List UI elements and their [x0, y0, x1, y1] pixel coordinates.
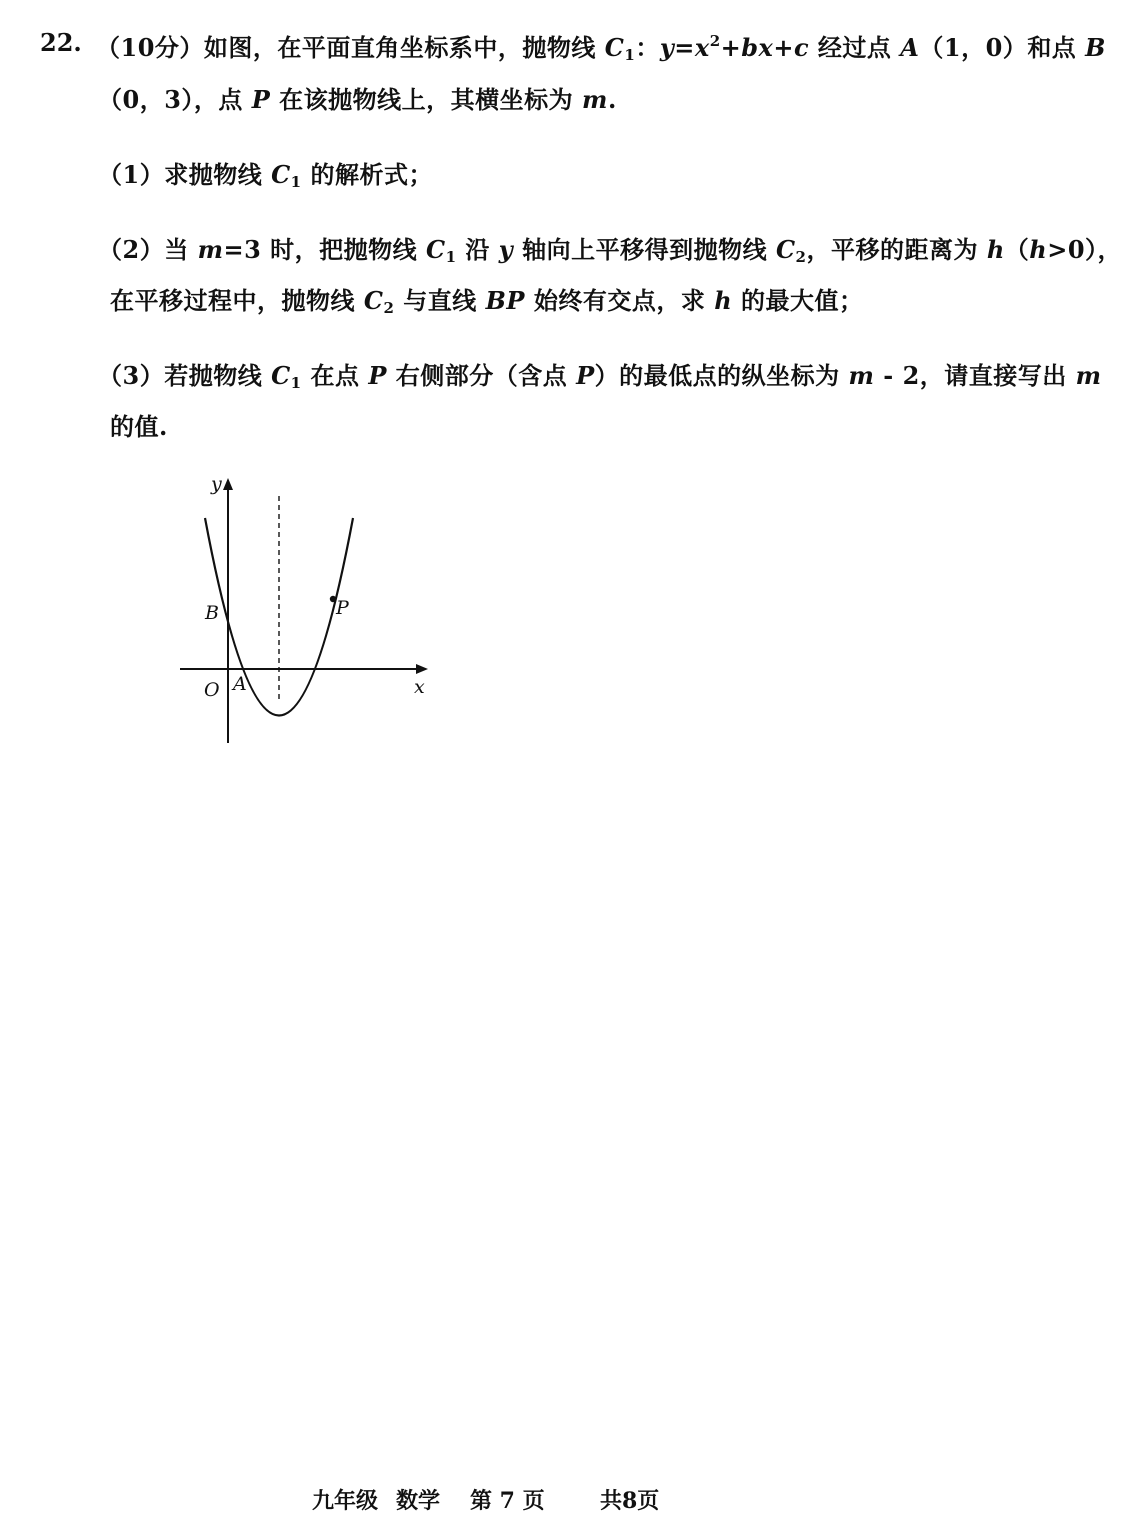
- part-2-var-h-2: h: [1029, 235, 1048, 264]
- point-b-name: B: [1085, 33, 1106, 62]
- part-1: [98, 155, 433, 191]
- point-b-coordinates: （0，3）: [98, 85, 194, 114]
- part-2-line2-text-4: 的最大值；: [732, 286, 864, 315]
- point-p-name: P: [251, 85, 271, 114]
- part-3-var-m-2: m: [1075, 361, 1102, 390]
- intro-line2-end: .: [607, 85, 617, 114]
- intro-colon: ：: [635, 33, 660, 62]
- intro-text-3: 和点: [1027, 33, 1086, 62]
- part-2-text-4: 轴向上平移得到抛物线: [513, 235, 776, 264]
- part-3-line-2: 的值.: [110, 412, 168, 441]
- x-axis-label: x: [414, 676, 425, 698]
- part-3-text-5: - 2，请直接写出: [874, 361, 1076, 390]
- point-a-name: A: [900, 33, 920, 62]
- part-3-c1-subscript: 1: [290, 374, 302, 392]
- y-axis-label: y: [211, 473, 222, 495]
- intro-text-2: 经过点: [809, 33, 901, 62]
- part-3-var-m: m: [848, 361, 875, 390]
- part-2-line2-text-2: 与直线: [394, 286, 486, 315]
- part-2-text-2: =3 时，把抛物线: [223, 235, 426, 264]
- part-3-point-p: P: [368, 361, 387, 390]
- part-3-label: （3）: [98, 361, 165, 390]
- part-1-text-2: 的解析式；: [301, 160, 433, 189]
- part-2-line2-var-h: h: [714, 286, 733, 315]
- equation-x: x: [694, 33, 710, 62]
- intro-text-1: 如图，在平面直角坐标系中，抛物线: [203, 33, 605, 62]
- part-2-line-bp: BP: [485, 286, 525, 315]
- part-2-text-3: 沿: [456, 235, 499, 264]
- intro-line2-text-1: ，点: [193, 85, 252, 114]
- part-2-line2-c2-subscript: 2: [383, 299, 395, 317]
- part-2-c1-name: C: [426, 235, 446, 264]
- part-3-text-4: ）的最低点的纵坐标为: [594, 361, 849, 390]
- part-1-c1-subscript: 1: [290, 173, 302, 191]
- part-2-c2-subscript: 2: [795, 248, 807, 266]
- footer-total-pages: 共8页: [600, 1488, 660, 1514]
- point-a-coordinates: （1，0）: [919, 33, 1028, 62]
- part-1-label: （1）: [98, 160, 165, 189]
- footer-page-number: 第 7 页: [470, 1488, 545, 1514]
- part-2-label: （2）: [98, 235, 165, 264]
- part-2-var-y: y: [498, 235, 514, 264]
- equation-c: c: [793, 33, 810, 62]
- part-3-text-2: 在点: [301, 361, 369, 390]
- point-b-label: B: [205, 602, 219, 624]
- part-1-c1-name: C: [271, 160, 291, 189]
- origin-label: O: [204, 679, 220, 701]
- point-p-label: P: [336, 597, 349, 619]
- part-3-c1-name: C: [271, 361, 291, 390]
- footer-subject: 数学: [396, 1488, 441, 1514]
- part-2-line2-text-3: 始终有交点，求: [524, 286, 715, 315]
- equation-y: y: [659, 33, 675, 62]
- intro-line2-text-2: 在该抛物线上，其横坐标为: [270, 85, 583, 114]
- x-axis-arrow-icon: [416, 664, 428, 674]
- part-2-line-1: [98, 230, 1122, 266]
- question-intro-line-1: [96, 28, 1106, 64]
- part-2-text-7: >0），: [1047, 235, 1122, 264]
- part-3-text-3: 右侧部分（含点: [386, 361, 577, 390]
- part-2-text-5: ，平移的距离为: [806, 235, 987, 264]
- equation-exponent: 2: [709, 32, 721, 50]
- part-3-text-1: 若抛物线: [164, 361, 272, 390]
- question-number: 22.: [40, 28, 82, 57]
- part-3-point-p-2: P: [576, 361, 595, 390]
- equation-equals: =: [674, 33, 695, 62]
- part-2-line-2: [110, 281, 864, 317]
- y-axis-arrow-icon: [223, 478, 233, 490]
- part-2-c1-subscript: 1: [445, 248, 457, 266]
- part-2-text-6: （: [1004, 235, 1030, 264]
- part-2-var-m: m: [197, 235, 224, 264]
- part-1-text-1: 求抛物线: [164, 160, 272, 189]
- point-a-label: A: [233, 673, 247, 695]
- footer-grade: 九年级: [312, 1488, 379, 1514]
- part-2-line2-text-1: 在平移过程中，抛物线: [110, 286, 364, 315]
- parabola-figure: [170, 468, 440, 753]
- parabola-c1-subscript: 1: [624, 46, 636, 64]
- part-2-var-h: h: [986, 235, 1005, 264]
- part-2-text-1: 当: [164, 235, 198, 264]
- part-2-c2-name: C: [775, 235, 796, 264]
- equation-bx: bx: [741, 33, 774, 62]
- variable-m: m: [582, 85, 608, 114]
- equation-plus-2: +: [773, 33, 794, 62]
- part-2-line2-c2-name: C: [363, 286, 384, 315]
- question-score: （10分）: [96, 33, 204, 62]
- part-3-line-1: [98, 356, 1102, 392]
- question-intro-line-2: [98, 80, 617, 115]
- equation-plus-1: +: [720, 33, 742, 62]
- parabola-c1-name: C: [604, 33, 625, 62]
